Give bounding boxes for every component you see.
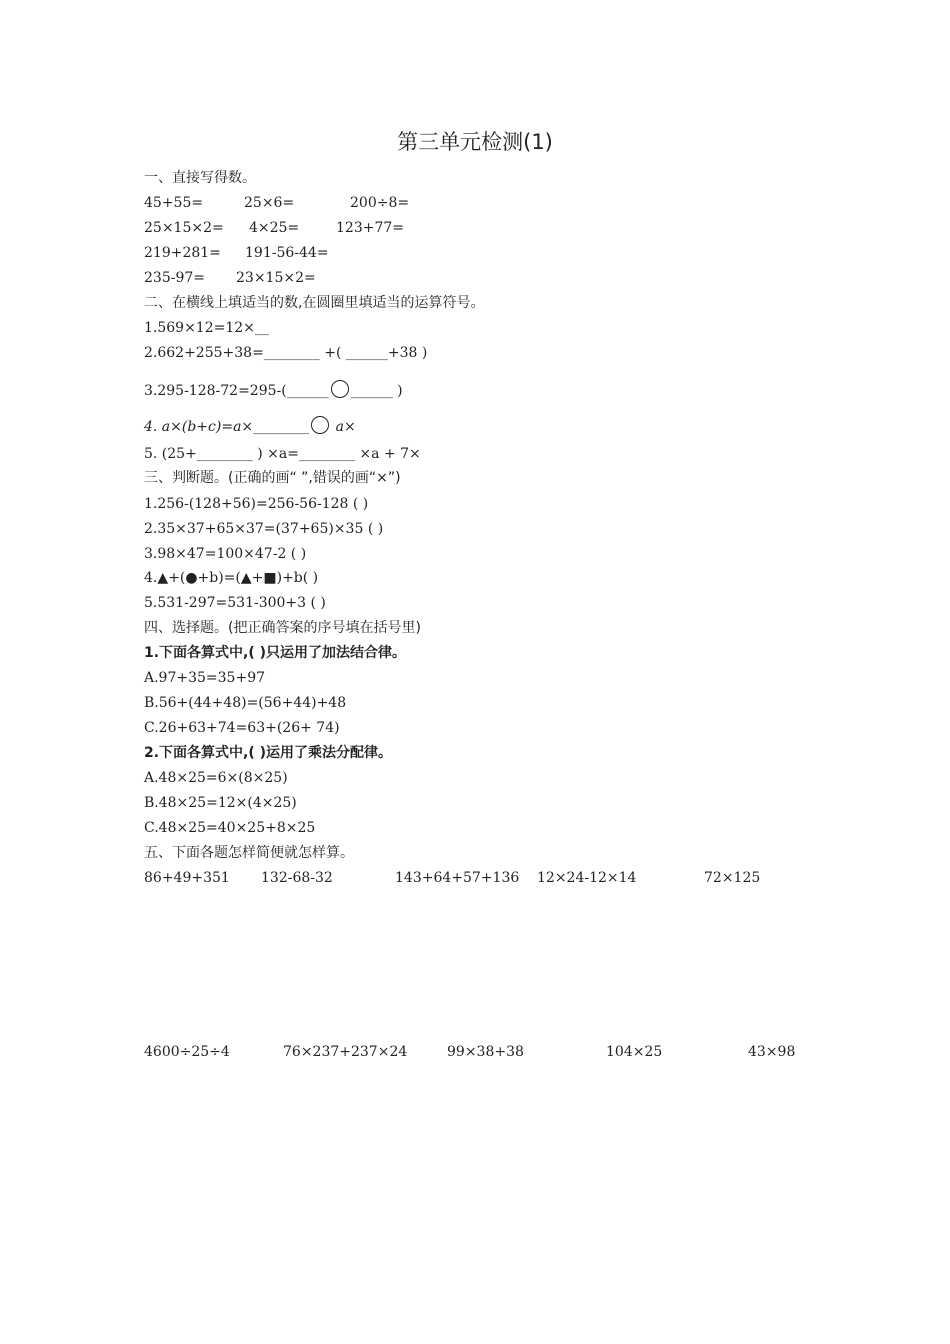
calc-problem: 4600÷25÷4 (144, 1044, 230, 1060)
choice-option: B.56+(44+48)=(56+44)+48 (144, 695, 347, 711)
section1-heading: 一、直接写得数。 (144, 170, 256, 186)
fill-item (144, 380, 403, 400)
calc-problem: 86+49+351 (144, 870, 230, 886)
problem: 23×15×2= (236, 270, 316, 286)
choice-option: C.26+63+74=63+(26+ 74) (144, 720, 340, 736)
calc-problem: 143+64+57+136 (395, 870, 520, 886)
problem: 25×15×2= (144, 220, 224, 236)
operator-circle[interactable] (311, 416, 329, 434)
judge-item: 3.98×47=100×47-2 ( ) (144, 546, 307, 562)
fill-item: 2.662+255+38=________ +( ______+38 ) (144, 345, 428, 361)
section3-heading: 三、判断题。(正确的画“ ”,错误的画“×”) (144, 470, 401, 486)
problem: 200÷8= (350, 195, 410, 211)
judge-item: 1.256-(128+56)=256-56-128 ( ) (144, 496, 369, 512)
problem: 123+77= (336, 220, 404, 236)
judge-item: 5.531-297=531-300+3 ( ) (144, 595, 326, 611)
section5-heading: 五、下面各题怎样简便就怎样算。 (144, 845, 354, 861)
choice-option: A.48×25=6×(8×25) (144, 770, 288, 786)
problem: 191-56-44= (245, 245, 329, 261)
choice-option: B.48×25=12×(4×25) (144, 795, 297, 811)
section2-heading: 二、在横线上填适当的数,在圆圈里填适当的运算符号。 (144, 295, 485, 311)
fill-item-part: ______ ) (350, 383, 403, 399)
judge-item: 4.▲+(●+b)=(▲+■)+b( ) (144, 570, 319, 586)
calc-problem: 132-68-32 (261, 870, 333, 886)
calc-problem: 104×25 (606, 1044, 663, 1060)
operator-circle[interactable] (331, 380, 349, 398)
section4-heading: 四、选择题。(把正确答案的序号填在括号里) (144, 620, 421, 636)
problem: 235-97= (144, 270, 205, 286)
choice-question: 1.下面各算式中,( )只运用了加法结合律。 (144, 645, 407, 661)
problem: 219+281= (144, 245, 221, 261)
page-title: 第三单元检测(1) (397, 130, 553, 154)
choice-option: C.48×25=40×25+8×25 (144, 820, 316, 836)
fill-item: 5. (25+________ ) ×a=________ ×a + 7× (144, 446, 421, 462)
fill-item (144, 416, 356, 436)
problem: 25×6= (244, 195, 295, 211)
calc-problem: 76×237+237×24 (283, 1044, 408, 1060)
calc-problem: 43×98 (748, 1044, 796, 1060)
calc-problem: 99×38+38 (447, 1044, 524, 1060)
choice-question: 2.下面各算式中,( )运用了乘法分配律。 (144, 745, 393, 761)
problem: 45+55= (144, 195, 204, 211)
fill-item: 1.569×12=12×__ (144, 320, 269, 336)
calc-problem: 72×125 (704, 870, 761, 886)
fill-item-part: 3.295-128-72=295-(______ (144, 383, 329, 399)
fill-item-part: 4. a×(b+c)=a×________ (144, 419, 310, 435)
calc-problem: 12×24-12×14 (537, 870, 637, 886)
problem: 4×25= (249, 220, 300, 236)
judge-item: 2.35×37+65×37=(37+65)×35 ( ) (144, 521, 384, 537)
fill-item-part: a× (331, 419, 356, 435)
choice-option: A.97+35=35+97 (144, 670, 266, 686)
